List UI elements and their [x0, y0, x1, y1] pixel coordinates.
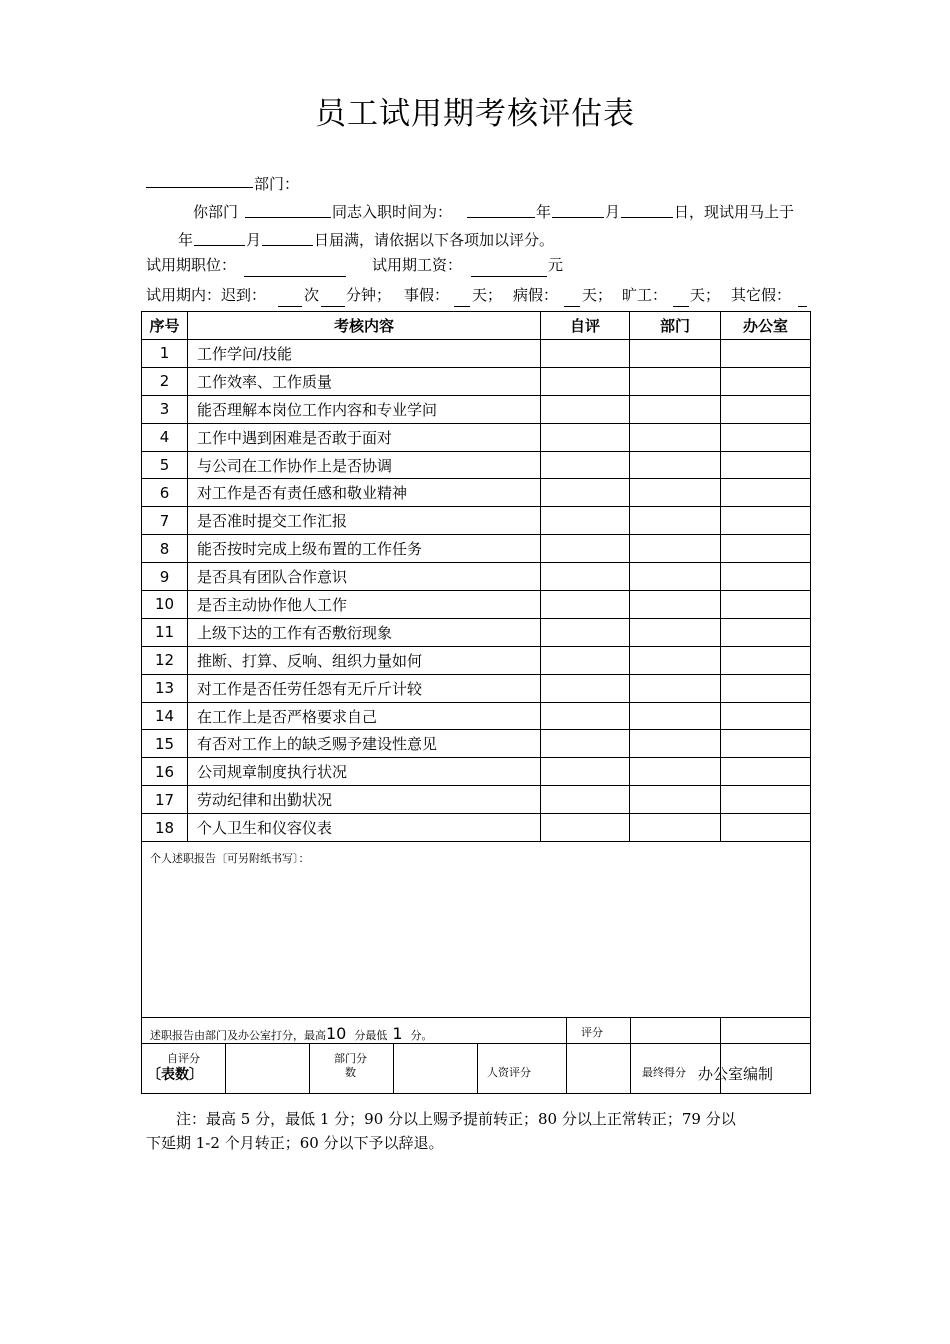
- dept-score-cell[interactable]: [630, 340, 721, 368]
- line4-day1: 天；: [472, 286, 503, 304]
- table-row: [142, 451, 811, 479]
- row-item: 个人卫生和仪容仪表: [188, 814, 541, 842]
- divider: [142, 1043, 810, 1044]
- row-item: 是否准时提交工作汇报: [188, 507, 541, 535]
- other-blank[interactable]: [798, 306, 807, 307]
- dept-score-cell[interactable]: [630, 646, 721, 674]
- end-month-blank[interactable]: [262, 245, 313, 246]
- row-number: 10: [142, 591, 188, 619]
- row-number: 8: [142, 535, 188, 563]
- table-row: [142, 340, 811, 368]
- row-number: 7: [142, 507, 188, 535]
- row-number: 6: [142, 479, 188, 507]
- dept-score-label: 部门分: [334, 1052, 367, 1065]
- office-score-cell[interactable]: [721, 591, 811, 619]
- row-number: 15: [142, 730, 188, 758]
- line4-day2: 天；: [582, 286, 613, 304]
- sick-blank[interactable]: [564, 306, 580, 307]
- office-score-cell[interactable]: [721, 758, 811, 786]
- line4-times: 次: [304, 286, 320, 304]
- hr-score-label: 人资评分: [487, 1066, 531, 1079]
- self-score-cell[interactable]: [541, 395, 630, 423]
- office-score-cell[interactable]: [721, 340, 811, 368]
- divider: [225, 1043, 226, 1093]
- office-score-cell[interactable]: [721, 730, 811, 758]
- join-day-blank[interactable]: [621, 217, 673, 218]
- table-row: [142, 674, 811, 702]
- office-score-cell[interactable]: [721, 535, 811, 563]
- divider: [630, 1017, 631, 1093]
- note-line1: 注：最高 5 分，最低 1 分；90 分以上赐予提前转正；80 分以上正常转正；79 分以: [176, 1110, 736, 1128]
- office-score-cell[interactable]: [721, 646, 811, 674]
- dept-score-cell[interactable]: [630, 814, 721, 842]
- row-item: 劳动纪律和出勤状况: [188, 786, 541, 814]
- office-score-cell[interactable]: [721, 786, 811, 814]
- line1-month: 月: [605, 203, 621, 221]
- dept-score-cell[interactable]: [630, 479, 721, 507]
- row-number: 2: [142, 367, 188, 395]
- report-label: 个人述职报告〔可另附纸书写〕：: [150, 852, 310, 865]
- table-row: [142, 618, 811, 646]
- self-score-cell[interactable]: [541, 814, 630, 842]
- end-year-blank[interactable]: [194, 245, 245, 246]
- row-number: 5: [142, 451, 188, 479]
- table-row: [142, 646, 811, 674]
- line2-year: 年: [178, 231, 194, 249]
- line4-absent: 旷工：: [622, 286, 668, 304]
- final-score-label: 最终得分: [642, 1066, 686, 1079]
- row-number: 1: [142, 340, 188, 368]
- row-item: 对工作是否任劳任怨有无斤斤计较: [188, 674, 541, 702]
- dept-score-cell[interactable]: [630, 451, 721, 479]
- join-year-blank[interactable]: [467, 217, 535, 218]
- self-score-cell[interactable]: [541, 674, 630, 702]
- note-line2: 下延期 1-2 个月转正；60 分以下予以辞退。: [146, 1134, 444, 1152]
- row-number: 18: [142, 814, 188, 842]
- dept-score-cell[interactable]: [630, 367, 721, 395]
- divider: [477, 1043, 478, 1093]
- self-score-cell[interactable]: [541, 423, 630, 451]
- name-blank[interactable]: [146, 187, 253, 188]
- self-score-cell[interactable]: [541, 730, 630, 758]
- row-number: 16: [142, 758, 188, 786]
- office-score-cell[interactable]: [721, 618, 811, 646]
- dept-score-cell[interactable]: [630, 618, 721, 646]
- col-header-dept: 部门: [630, 312, 721, 340]
- row-item: 对工作是否有责任感和敬业精神: [188, 479, 541, 507]
- dept-score-label-2: 数: [345, 1066, 356, 1079]
- divider: [309, 1043, 310, 1093]
- divider: [566, 1017, 567, 1093]
- report-section: [141, 842, 811, 1094]
- office-made-label: 办公室编制: [698, 1065, 774, 1083]
- table-row: [142, 702, 811, 730]
- dept-score-cell[interactable]: [630, 786, 721, 814]
- table-row: [142, 786, 811, 814]
- table-row: [142, 395, 811, 423]
- line3-salary: 试用期工资：: [372, 256, 463, 274]
- office-score-cell[interactable]: [721, 674, 811, 702]
- dept-blank[interactable]: [245, 217, 331, 218]
- score-label: 评分: [581, 1026, 603, 1039]
- late-minutes-blank[interactable]: [321, 306, 345, 307]
- row-item: 工作效率、工作质量: [188, 367, 541, 395]
- line4-day3: 天；: [690, 286, 721, 304]
- row-number: 12: [142, 646, 188, 674]
- line4-prefix: 试用期内：迟到：: [146, 286, 267, 304]
- row-item: 是否具有团队合作意识: [188, 563, 541, 591]
- row-number: 14: [142, 702, 188, 730]
- self-score-cell[interactable]: [541, 451, 630, 479]
- col-header-item: 考核内容: [188, 312, 541, 340]
- self-score-cell[interactable]: [541, 535, 630, 563]
- office-score-cell[interactable]: [721, 702, 811, 730]
- row-item: 能否理解本岗位工作内容和专业学问: [188, 395, 541, 423]
- office-score-cell[interactable]: [721, 423, 811, 451]
- dept-score-cell[interactable]: [630, 702, 721, 730]
- row-item: 推断、打算、反响、组织力量如何: [188, 646, 541, 674]
- line4-leave: 事假：: [404, 286, 450, 304]
- row-item: 与公司在工作协作上是否协调: [188, 451, 541, 479]
- table-row: [142, 367, 811, 395]
- page-title: 员工试用期考核评估表: [315, 96, 635, 132]
- self-score-cell[interactable]: [541, 563, 630, 591]
- dept-score-cell[interactable]: [630, 591, 721, 619]
- line1-dept: 你部门: [193, 203, 239, 221]
- dept-score-cell[interactable]: [630, 507, 721, 535]
- dept-score-cell[interactable]: [630, 535, 721, 563]
- row-number: 13: [142, 674, 188, 702]
- self-score-cell[interactable]: [541, 591, 630, 619]
- late-times-blank[interactable]: [278, 306, 302, 307]
- self-score-cell[interactable]: [541, 367, 630, 395]
- col-header-office: 办公室: [721, 312, 811, 340]
- table-row: [142, 814, 811, 842]
- row-number: 3: [142, 395, 188, 423]
- table-row: [142, 507, 811, 535]
- office-score-cell[interactable]: [721, 507, 811, 535]
- self-score-cell[interactable]: [541, 786, 630, 814]
- dept-score-cell[interactable]: [630, 395, 721, 423]
- self-score-cell[interactable]: [541, 618, 630, 646]
- col-header-self: 自评: [541, 312, 630, 340]
- self-score-label: 自评分: [167, 1052, 200, 1065]
- table-count-label: 〔表数〕: [147, 1067, 203, 1083]
- row-item: 公司规章制度执行状况: [188, 758, 541, 786]
- join-month-blank[interactable]: [552, 217, 604, 218]
- table-row: [142, 479, 811, 507]
- office-score-cell[interactable]: [721, 563, 811, 591]
- row-item: 在工作上是否严格要求自己: [188, 702, 541, 730]
- line1-day: 日，现试用马上于: [674, 203, 795, 221]
- row-number: 4: [142, 423, 188, 451]
- dept-score-cell[interactable]: [630, 674, 721, 702]
- table-row: [142, 730, 811, 758]
- dept-score-cell[interactable]: [630, 758, 721, 786]
- leave-blank[interactable]: [454, 306, 470, 307]
- table-row: [142, 563, 811, 591]
- table-header-row: [142, 312, 811, 340]
- line1-year: 年: [536, 203, 552, 221]
- line4-minutes: 分钟；: [346, 286, 392, 304]
- table-row: [142, 535, 811, 563]
- evaluation-table: [141, 311, 811, 842]
- office-score-cell[interactable]: [721, 451, 811, 479]
- row-item: 有否对工作上的缺乏赐予建设性意见: [188, 730, 541, 758]
- self-score-cell[interactable]: [541, 646, 630, 674]
- dept-score-cell[interactable]: [630, 423, 721, 451]
- row-item: 上级下达的工作有否敷衍现象: [188, 618, 541, 646]
- dept-label: 部门：: [254, 175, 300, 193]
- dept-score-cell[interactable]: [630, 730, 721, 758]
- row-number: 9: [142, 563, 188, 591]
- office-score-cell[interactable]: [721, 479, 811, 507]
- salary-blank[interactable]: [471, 276, 547, 277]
- line1-join: 同志入职时间为：: [332, 203, 453, 221]
- self-score-cell[interactable]: [541, 479, 630, 507]
- office-score-cell[interactable]: [721, 814, 811, 842]
- office-score-cell[interactable]: [721, 367, 811, 395]
- self-score-cell[interactable]: [541, 758, 630, 786]
- line4-sick: 病假：: [513, 286, 559, 304]
- line3-position: 试用期职位：: [146, 256, 237, 274]
- row-item: 能否按时完成上级布置的工作任务: [188, 535, 541, 563]
- divider: [393, 1043, 394, 1093]
- self-score-cell[interactable]: [541, 702, 630, 730]
- row-number: 17: [142, 786, 188, 814]
- divider: [142, 1017, 810, 1018]
- table-row: [142, 591, 811, 619]
- table-row: [142, 758, 811, 786]
- position-blank[interactable]: [244, 276, 346, 277]
- self-score-cell[interactable]: [541, 340, 630, 368]
- line2-month: 月: [246, 231, 262, 249]
- dept-score-cell[interactable]: [630, 563, 721, 591]
- row-item: 是否主动协作他人工作: [188, 591, 541, 619]
- line4-other: 其它假：: [731, 286, 792, 304]
- absent-blank[interactable]: [673, 306, 689, 307]
- line2-rest: 日届满，请依据以下各项加以评分。: [314, 231, 555, 249]
- table-row: [142, 423, 811, 451]
- row-item: 工作学问/技能: [188, 340, 541, 368]
- row-item: 工作中遇到困难是否敢于面对: [188, 423, 541, 451]
- col-header-no: 序号: [142, 312, 188, 340]
- line3-yuan: 元: [548, 256, 564, 274]
- row-number: 11: [142, 618, 188, 646]
- score-note: 述职报告由部门及办公室打分，最高10 分最低 1 分。: [150, 1024, 433, 1043]
- office-score-cell[interactable]: [721, 395, 811, 423]
- self-score-cell[interactable]: [541, 507, 630, 535]
